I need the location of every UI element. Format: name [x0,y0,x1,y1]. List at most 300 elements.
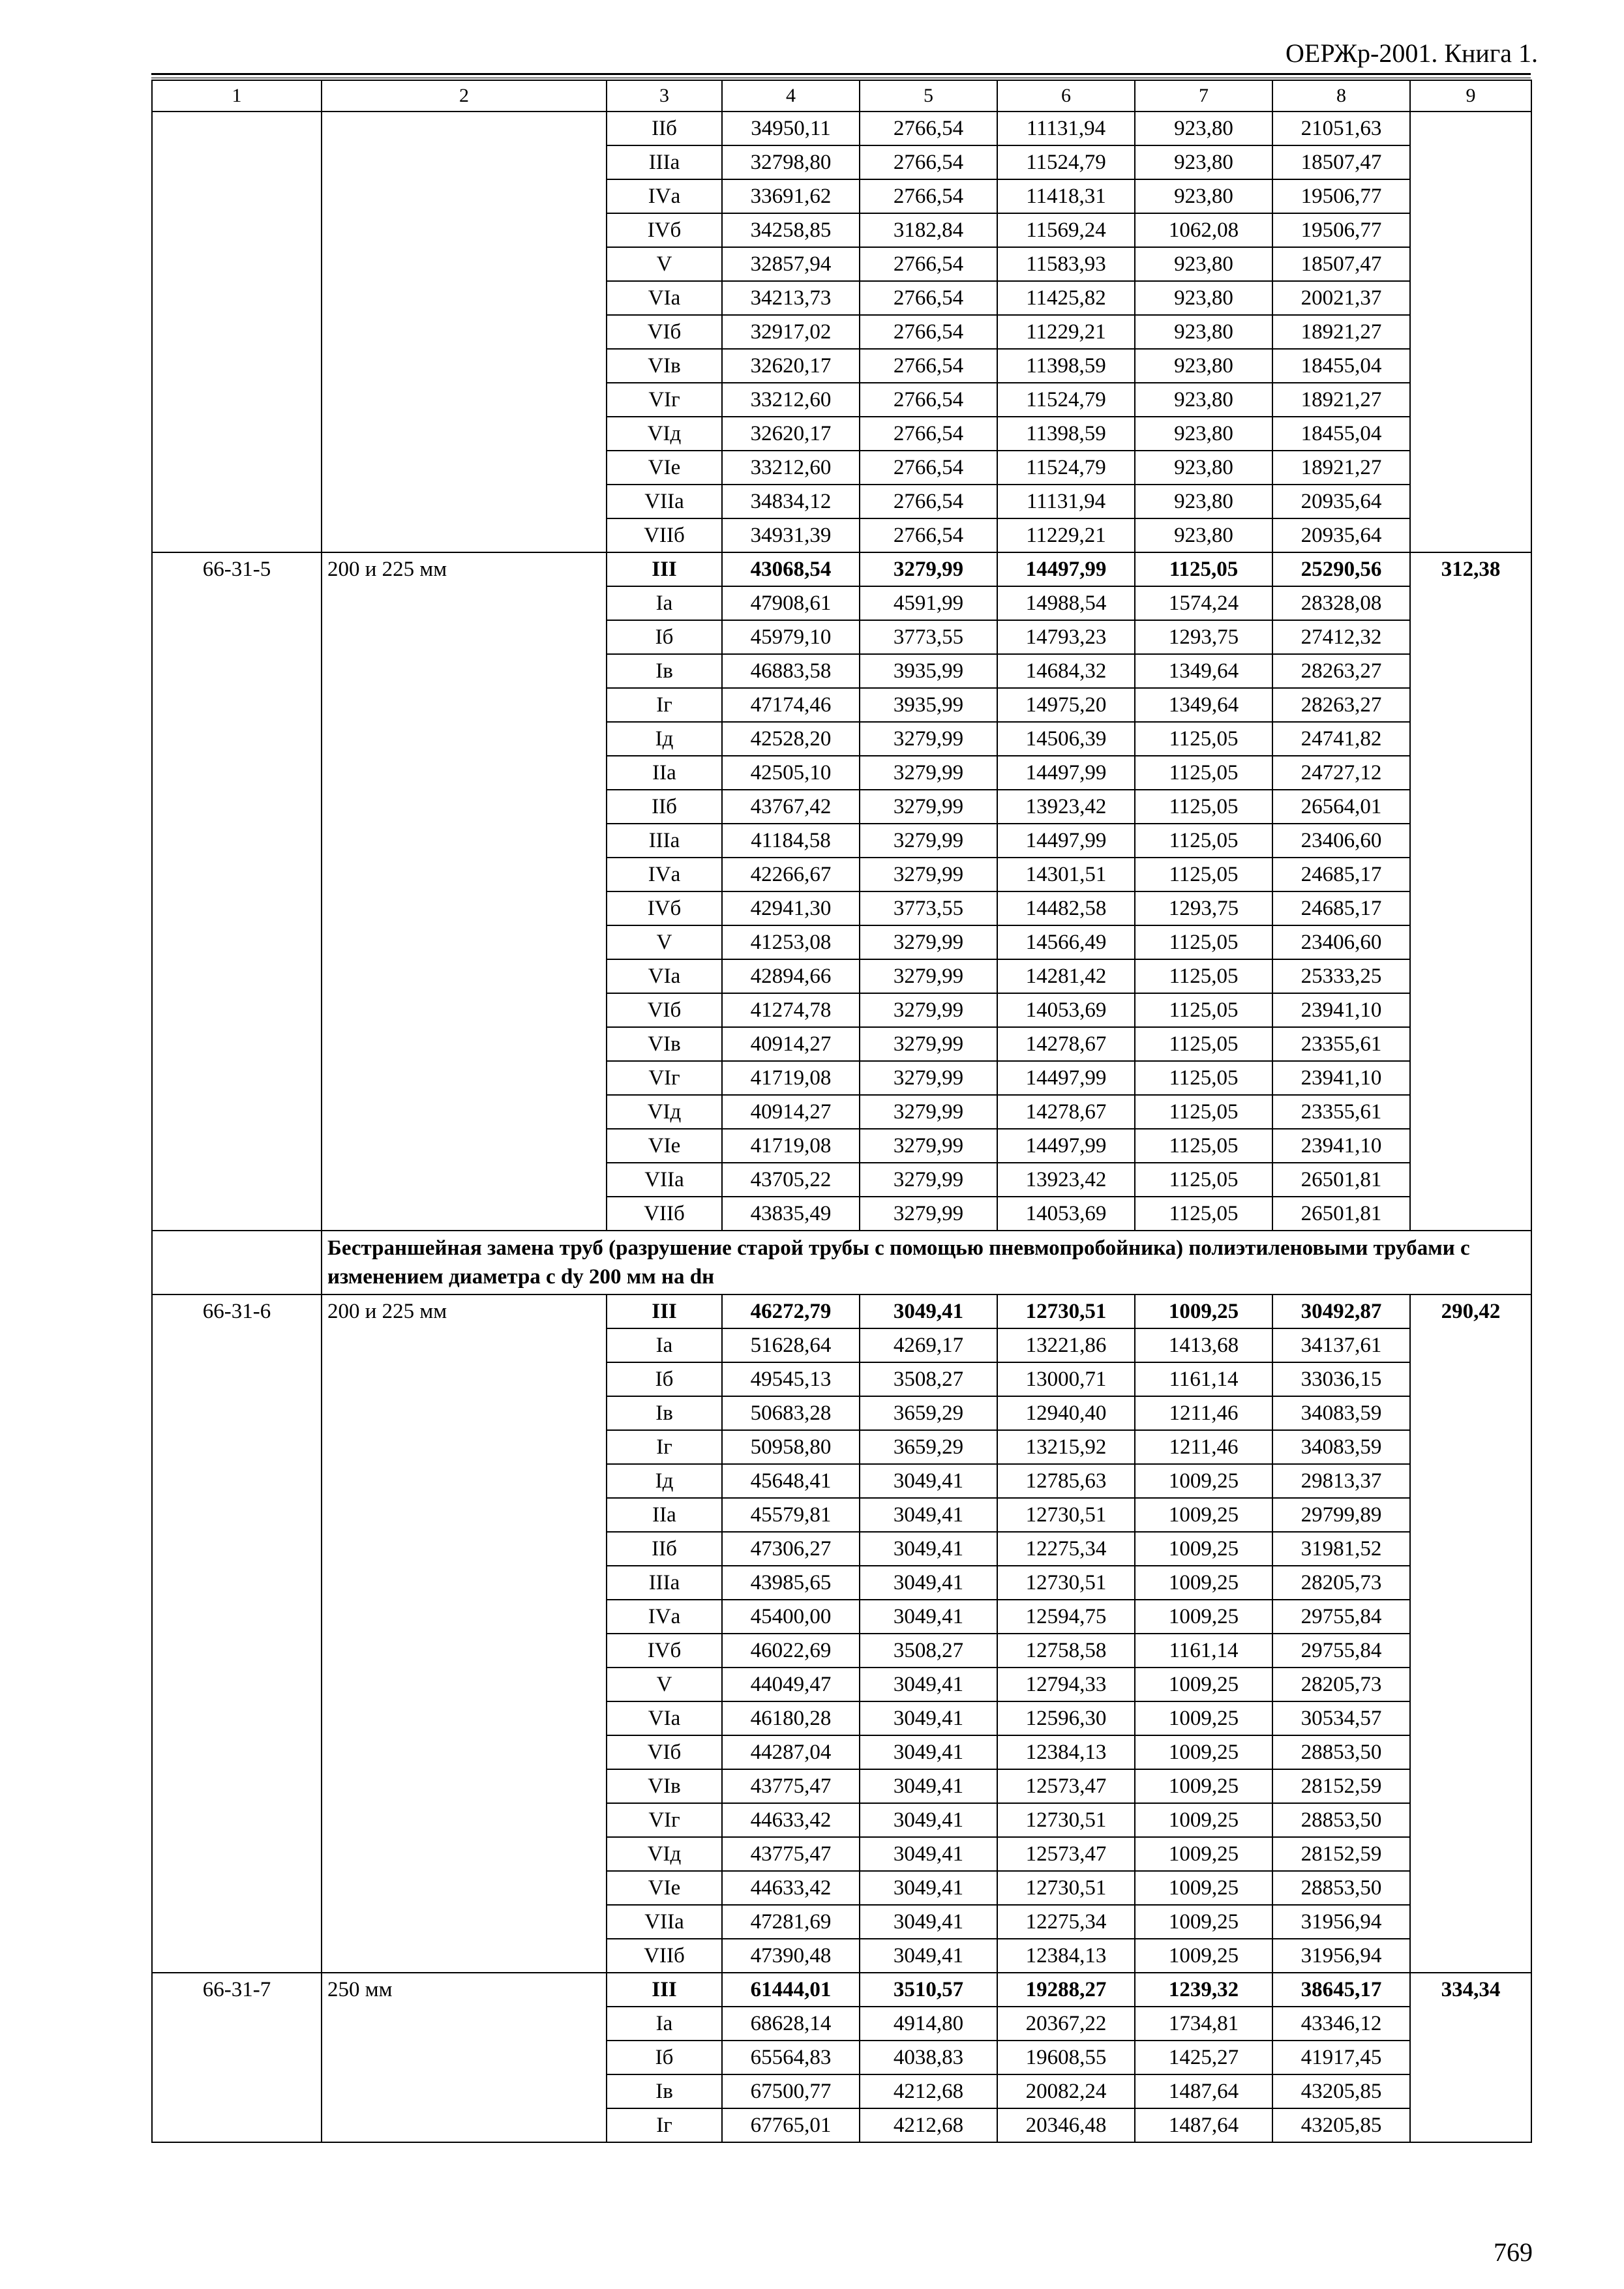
col7-value: 1009,25 [1135,1803,1272,1837]
region-zone: VIе [607,1871,722,1905]
col4-value: 42894,66 [722,959,860,993]
col7-value: 1009,25 [1135,1532,1272,1566]
col7-value: 923,80 [1135,179,1272,213]
table-row [152,552,1531,586]
region-zone: VIа [607,1701,722,1735]
col8-value: 29813,37 [1272,1464,1410,1498]
col5-value: 4591,99 [860,586,997,620]
col7-value: 1211,46 [1135,1396,1272,1430]
col7-value: 1009,25 [1135,1464,1272,1498]
col7-value: 923,80 [1135,451,1272,485]
col4-value: 50958,80 [722,1430,860,1464]
col7-value: 1211,46 [1135,1430,1272,1464]
total-value: 312,38 [1410,552,1531,1231]
col7-value: 1009,25 [1135,1498,1272,1532]
pipe-diameter: 200 и 225 мм [322,1294,607,1973]
col6-value: 12384,13 [997,1735,1135,1769]
col6-value: 12573,47 [997,1837,1135,1871]
col6-value: 14988,54 [997,586,1135,620]
col4-value: 33212,60 [722,383,860,417]
region-zone: VIд [607,1095,722,1129]
col4-value: 43705,22 [722,1163,860,1197]
col4-value: 41719,08 [722,1061,860,1095]
region-zone: IIIа [607,1566,722,1600]
col6-value: 12730,51 [997,1498,1135,1532]
column-number-row [152,80,1531,112]
col5-value: 3049,41 [860,1735,997,1769]
table-row [152,1973,1531,2007]
col6-value: 14053,69 [997,1197,1135,1231]
col5-value: 3773,55 [860,891,997,925]
col5-value: 2766,54 [860,417,997,451]
col4-value: 42505,10 [722,756,860,790]
col7-value: 923,80 [1135,518,1272,552]
col6-value: 14281,42 [997,959,1135,993]
region-zone: VIIб [607,518,722,552]
col8-value: 29755,84 [1272,1600,1410,1634]
region-zone: VIIа [607,485,722,518]
col6-value: 13923,42 [997,1163,1135,1197]
column-number: 5 [860,80,997,112]
region-zone: VIIа [607,1163,722,1197]
region-zone: IIа [607,756,722,790]
col4-value: 47306,27 [722,1532,860,1566]
col5-value: 3049,41 [860,1600,997,1634]
region-zone: Iд [607,1464,722,1498]
col7-value: 1009,25 [1135,1701,1272,1735]
col6-value: 11229,21 [997,315,1135,349]
col6-value: 14497,99 [997,1129,1135,1163]
col8-value: 28853,50 [1272,1803,1410,1837]
col6-value: 11524,79 [997,383,1135,417]
header-rule [151,73,1531,75]
col7-value: 1062,08 [1135,213,1272,247]
col4-value: 46883,58 [722,654,860,688]
col6-value: 11398,59 [997,417,1135,451]
col4-value: 45979,10 [722,620,860,654]
col5-value: 3279,99 [860,790,997,824]
col6-value: 14497,99 [997,756,1135,790]
col5-value: 2766,54 [860,179,997,213]
col4-value: 32917,02 [722,315,860,349]
col6-value: 12573,47 [997,1769,1135,1803]
pipe-diameter: 200 и 225 мм [322,552,607,1231]
col4-value: 44633,42 [722,1871,860,1905]
col6-value: 14497,99 [997,552,1135,586]
region-zone: IVб [607,1634,722,1668]
col7-value: 1161,14 [1135,1362,1272,1396]
col7-value: 1349,64 [1135,688,1272,722]
col6-value: 11425,82 [997,281,1135,315]
table-row [152,1294,1531,1328]
col8-value: 19506,77 [1272,213,1410,247]
col5-value: 3049,41 [860,1294,997,1328]
col6-value: 19608,55 [997,2041,1135,2074]
page-number: 769 [1494,2237,1533,2267]
col6-value: 12594,75 [997,1600,1135,1634]
region-zone: Iд [607,722,722,756]
col6-value: 14053,69 [997,993,1135,1027]
col5-value: 2766,54 [860,383,997,417]
col6-value: 11524,79 [997,145,1135,179]
col7-value: 1009,25 [1135,1939,1272,1973]
col7-value: 1009,25 [1135,1668,1272,1701]
col4-value: 45648,41 [722,1464,860,1498]
region-zone: VIб [607,993,722,1027]
col5-value: 2766,54 [860,451,997,485]
col4-value: 49545,13 [722,1362,860,1396]
col7-value: 1125,05 [1135,1197,1272,1231]
col7-value: 1009,25 [1135,1837,1272,1871]
col4-value: 47908,61 [722,586,860,620]
col6-value: 11583,93 [997,247,1135,281]
col8-value: 23941,10 [1272,993,1410,1027]
col8-value: 30534,57 [1272,1701,1410,1735]
col4-value: 45579,81 [722,1498,860,1532]
region-zone: VIе [607,1129,722,1163]
col8-value: 18507,47 [1272,247,1410,281]
col6-value: 14684,32 [997,654,1135,688]
col8-value: 20021,37 [1272,281,1410,315]
col4-value: 34258,85 [722,213,860,247]
col5-value: 3049,41 [860,1668,997,1701]
col8-value: 31956,94 [1272,1939,1410,1973]
col7-value: 923,80 [1135,247,1272,281]
col5-value: 2766,54 [860,485,997,518]
col8-value: 28328,08 [1272,586,1410,620]
col8-value: 27412,32 [1272,620,1410,654]
col4-value: 43835,49 [722,1197,860,1231]
pipe-diameter [322,112,607,552]
col5-value: 3508,27 [860,1362,997,1396]
rates-table [151,80,1532,2143]
col8-value: 20935,64 [1272,485,1410,518]
col5-value: 3935,99 [860,654,997,688]
col5-value: 3049,41 [860,1769,997,1803]
region-zone: VIа [607,281,722,315]
col5-value: 3049,41 [860,1498,997,1532]
col7-value: 1349,64 [1135,654,1272,688]
col4-value: 41253,08 [722,925,860,959]
col5-value: 3279,99 [860,959,997,993]
col5-value: 3049,41 [860,1464,997,1498]
total-value [1410,112,1531,552]
col7-value: 1239,32 [1135,1973,1272,2007]
col7-value: 1293,75 [1135,891,1272,925]
col4-value: 34213,73 [722,281,860,315]
col7-value: 923,80 [1135,281,1272,315]
col5-value: 3049,41 [860,1566,997,1600]
region-zone: VIб [607,315,722,349]
region-zone: Iб [607,620,722,654]
region-zone: VIе [607,451,722,485]
col7-value: 1125,05 [1135,1061,1272,1095]
region-zone: IVб [607,891,722,925]
col8-value: 41917,45 [1272,2041,1410,2074]
col5-value: 3279,99 [860,1061,997,1095]
col7-value: 1009,25 [1135,1871,1272,1905]
col4-value: 61444,01 [722,1973,860,2007]
col7-value: 923,80 [1135,112,1272,145]
col8-value: 43205,85 [1272,2074,1410,2108]
column-number: 9 [1410,80,1531,112]
col4-value: 44287,04 [722,1735,860,1769]
region-zone: IIа [607,1498,722,1532]
col8-value: 26501,81 [1272,1163,1410,1197]
col7-value: 1125,05 [1135,959,1272,993]
region-zone: VIд [607,1837,722,1871]
col5-value: 2766,54 [860,315,997,349]
col8-value: 29755,84 [1272,1634,1410,1668]
col5-value: 3510,57 [860,1973,997,2007]
col8-value: 24741,82 [1272,722,1410,756]
region-zone: IIб [607,790,722,824]
col4-value: 46272,79 [722,1294,860,1328]
region-zone: IIIа [607,145,722,179]
col6-value: 14506,39 [997,722,1135,756]
region-zone: Iа [607,2007,722,2041]
col8-value: 23355,61 [1272,1027,1410,1061]
col4-value: 43767,42 [722,790,860,824]
col5-value: 3773,55 [860,620,997,654]
col6-value: 12730,51 [997,1871,1135,1905]
col8-value: 18921,27 [1272,383,1410,417]
col8-value: 29799,89 [1272,1498,1410,1532]
pipe-diameter: 250 мм [322,1973,607,2142]
col4-value: 50683,28 [722,1396,860,1430]
total-value: 334,34 [1410,1973,1531,2142]
col6-value: 11569,24 [997,213,1135,247]
col4-value: 33691,62 [722,179,860,213]
col4-value: 40914,27 [722,1095,860,1129]
col6-value: 13923,42 [997,790,1135,824]
column-number: 7 [1135,80,1272,112]
col7-value: 1487,64 [1135,2108,1272,2142]
item-code [152,112,322,552]
col6-value: 14278,67 [997,1027,1135,1061]
col6-value: 11229,21 [997,518,1135,552]
region-zone: IIб [607,1532,722,1566]
col8-value: 23406,60 [1272,925,1410,959]
region-zone: Iг [607,2108,722,2142]
col8-value: 34083,59 [1272,1430,1410,1464]
col6-value: 11131,94 [997,485,1135,518]
col7-value: 1125,05 [1135,824,1272,858]
col4-value: 46180,28 [722,1701,860,1735]
col8-value: 18921,27 [1272,451,1410,485]
section-title: Бестраншейная замена труб (разрушение старой трубы с помощью пневмопробойника) полиэтиленовыми трубами с изменением диаметра с dy 200 мм на dн [322,1231,1531,1294]
col6-value: 12758,58 [997,1634,1135,1668]
region-zone: Iа [607,586,722,620]
region-zone: IVб [607,213,722,247]
col4-value: 34950,11 [722,112,860,145]
col6-value: 20346,48 [997,2108,1135,2142]
col5-value: 3279,99 [860,1163,997,1197]
col4-value: 45400,00 [722,1600,860,1634]
col8-value: 34083,59 [1272,1396,1410,1430]
col4-value: 46022,69 [722,1634,860,1668]
col7-value: 1125,05 [1135,1163,1272,1197]
col8-value: 18507,47 [1272,145,1410,179]
col5-value: 2766,54 [860,112,997,145]
col7-value: 1125,05 [1135,756,1272,790]
col5-value: 4212,68 [860,2108,997,2142]
col5-value: 3279,99 [860,1129,997,1163]
col8-value: 30492,87 [1272,1294,1410,1328]
column-number: 2 [322,80,607,112]
col7-value: 923,80 [1135,315,1272,349]
region-zone: Iв [607,1396,722,1430]
col6-value: 14975,20 [997,688,1135,722]
col5-value: 3508,27 [860,1634,997,1668]
col5-value: 3049,41 [860,1803,997,1837]
col7-value: 1161,14 [1135,1634,1272,1668]
col6-value: 11131,94 [997,112,1135,145]
col4-value: 32620,17 [722,417,860,451]
col6-value: 14278,67 [997,1095,1135,1129]
region-zone: IIIа [607,824,722,858]
col5-value: 4269,17 [860,1328,997,1362]
col8-value: 25333,25 [1272,959,1410,993]
col7-value: 1009,25 [1135,1566,1272,1600]
col7-value: 1413,68 [1135,1328,1272,1362]
col7-value: 1125,05 [1135,790,1272,824]
total-value: 290,42 [1410,1294,1531,1973]
col8-value: 24685,17 [1272,891,1410,925]
col4-value: 65564,83 [722,2041,860,2074]
region-zone: V [607,925,722,959]
col8-value: 24685,17 [1272,858,1410,891]
col6-value: 12785,63 [997,1464,1135,1498]
col7-value: 1293,75 [1135,620,1272,654]
item-code: 66-31-5 [152,552,322,1231]
region-zone: VIг [607,1803,722,1837]
col4-value: 40914,27 [722,1027,860,1061]
col7-value: 1009,25 [1135,1600,1272,1634]
col7-value: 1009,25 [1135,1905,1272,1939]
col7-value: 1487,64 [1135,2074,1272,2108]
region-zone: IVа [607,858,722,891]
col8-value: 34137,61 [1272,1328,1410,1362]
col5-value: 3659,29 [860,1396,997,1430]
col6-value: 12730,51 [997,1803,1135,1837]
col5-value: 3279,99 [860,722,997,756]
col6-value: 20082,24 [997,2074,1135,2108]
col6-value: 13215,92 [997,1430,1135,1464]
col5-value: 3049,41 [860,1532,997,1566]
col8-value: 18455,04 [1272,417,1410,451]
col4-value: 47174,46 [722,688,860,722]
col8-value: 31956,94 [1272,1905,1410,1939]
col4-value: 32620,17 [722,349,860,383]
region-zone: Iг [607,688,722,722]
col4-value: 43068,54 [722,552,860,586]
region-zone: VIIб [607,1197,722,1231]
col8-value: 28205,73 [1272,1668,1410,1701]
region-zone: Iа [607,1328,722,1362]
col4-value: 32857,94 [722,247,860,281]
col7-value: 1125,05 [1135,858,1272,891]
col7-value: 1734,81 [1135,2007,1272,2041]
col8-value: 43346,12 [1272,2007,1410,2041]
col5-value: 3049,41 [860,1701,997,1735]
col6-value: 12794,33 [997,1668,1135,1701]
col4-value: 42528,20 [722,722,860,756]
col8-value: 23941,10 [1272,1061,1410,1095]
col6-value: 13000,71 [997,1362,1135,1396]
region-zone: Iб [607,1362,722,1396]
item-code: 66-31-6 [152,1294,322,1973]
region-zone: IVа [607,179,722,213]
col5-value: 3279,99 [860,925,997,959]
col5-value: 2766,54 [860,281,997,315]
col6-value: 11398,59 [997,349,1135,383]
col8-value: 26501,81 [1272,1197,1410,1231]
col8-value: 28152,59 [1272,1769,1410,1803]
col5-value: 3659,29 [860,1430,997,1464]
col6-value: 12730,51 [997,1566,1135,1600]
col4-value: 41274,78 [722,993,860,1027]
column-number: 4 [722,80,860,112]
col8-value: 28263,27 [1272,688,1410,722]
col5-value: 3049,41 [860,1837,997,1871]
col6-value: 14482,58 [997,891,1135,925]
region-zone: Iг [607,1430,722,1464]
region-zone: III [607,1294,722,1328]
col7-value: 1009,25 [1135,1735,1272,1769]
region-zone: V [607,1668,722,1701]
region-zone: VIв [607,1027,722,1061]
col7-value: 923,80 [1135,417,1272,451]
col7-value: 923,80 [1135,349,1272,383]
col5-value: 3182,84 [860,213,997,247]
col5-value: 3049,41 [860,1905,997,1939]
col8-value: 43205,85 [1272,2108,1410,2142]
section-blank-cell [152,1231,322,1294]
col5-value: 3935,99 [860,688,997,722]
column-number: 1 [152,80,322,112]
col5-value: 3279,99 [860,552,997,586]
region-zone: VIа [607,959,722,993]
col5-value: 3279,99 [860,1027,997,1061]
region-zone: IIб [607,112,722,145]
col8-value: 31981,52 [1272,1532,1410,1566]
col4-value: 42941,30 [722,891,860,925]
col7-value: 1574,24 [1135,586,1272,620]
col4-value: 68628,14 [722,2007,860,2041]
col4-value: 43985,65 [722,1566,860,1600]
col7-value: 1125,05 [1135,722,1272,756]
col6-value: 14793,23 [997,620,1135,654]
region-zone: V [607,247,722,281]
col5-value: 3049,41 [860,1939,997,1973]
col7-value: 1125,05 [1135,925,1272,959]
region-zone: III [607,1973,722,2007]
col6-value: 12730,51 [997,1294,1135,1328]
region-zone: VIв [607,1769,722,1803]
col7-value: 923,80 [1135,145,1272,179]
col5-value: 4212,68 [860,2074,997,2108]
col7-value: 1125,05 [1135,1027,1272,1061]
col6-value: 19288,27 [997,1973,1135,2007]
col4-value: 43775,47 [722,1837,860,1871]
col6-value: 12275,34 [997,1905,1135,1939]
col6-value: 14497,99 [997,1061,1135,1095]
col4-value: 43775,47 [722,1769,860,1803]
col7-value: 1125,05 [1135,1095,1272,1129]
col8-value: 19506,77 [1272,179,1410,213]
col4-value: 41719,08 [722,1129,860,1163]
